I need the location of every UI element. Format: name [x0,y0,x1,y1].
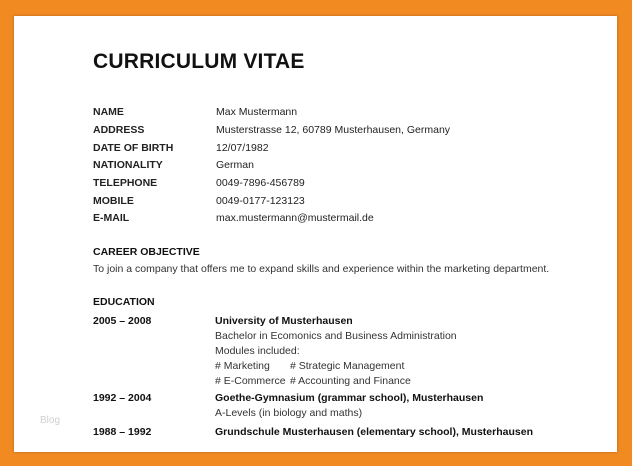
module-item: # Strategic Management [290,360,405,372]
education-detail: A-Levels (in biology and maths) [215,407,363,419]
module-item: # Accounting and Finance [290,375,411,387]
education-modules [215,360,404,372]
education-modules [215,375,411,387]
education-detail: Modules included: [215,345,300,357]
field-label: MOBILE [93,195,134,207]
career-heading: CAREER OBJECTIVE [93,246,200,258]
education-heading: EDUCATION [93,296,155,308]
field-label: NATIONALITY [93,159,163,171]
education-school: Grundschule Musterhausen (elementary school), Musterhausen [215,426,533,438]
document-page [14,16,617,452]
field-value: German [216,159,254,171]
field-label: E-MAIL [93,212,130,224]
field-label: NAME [93,106,124,118]
watermark: Blog [40,415,61,426]
module-item: # Marketing [215,360,270,372]
field-value: 12/07/1982 [216,142,269,154]
field-label: TELEPHONE [93,177,158,189]
cv-title: CURRICULUM VITAE [93,50,305,73]
education-detail: Bachelor in Ecomonics and Business Administration [215,330,457,342]
education-years: 2005 – 2008 [93,315,152,327]
field-label: DATE OF BIRTH [93,142,174,154]
education-school: University of Musterhausen [215,315,353,327]
module-item: # E-Commerce [215,375,286,387]
field-value: Max Mustermann [216,106,298,118]
field-value: max.mustermann@mustermail.de [216,212,374,224]
education-years: 1988 – 1992 [93,426,152,438]
field-label: ADDRESS [93,124,145,136]
field-value: 0049-7896-456789 [216,177,305,189]
field-value: 0049-0177-123123 [216,195,305,207]
education-years: 1992 – 2004 [93,392,152,404]
education-school: Goethe-Gymnasium (grammar school), Musterhausen [215,392,484,404]
field-value: Musterstrasse 12, 60789 Musterhausen, Germany [216,124,451,136]
career-text: To join a company that offers me to expand skills and experience within the marketing department. [93,263,550,275]
